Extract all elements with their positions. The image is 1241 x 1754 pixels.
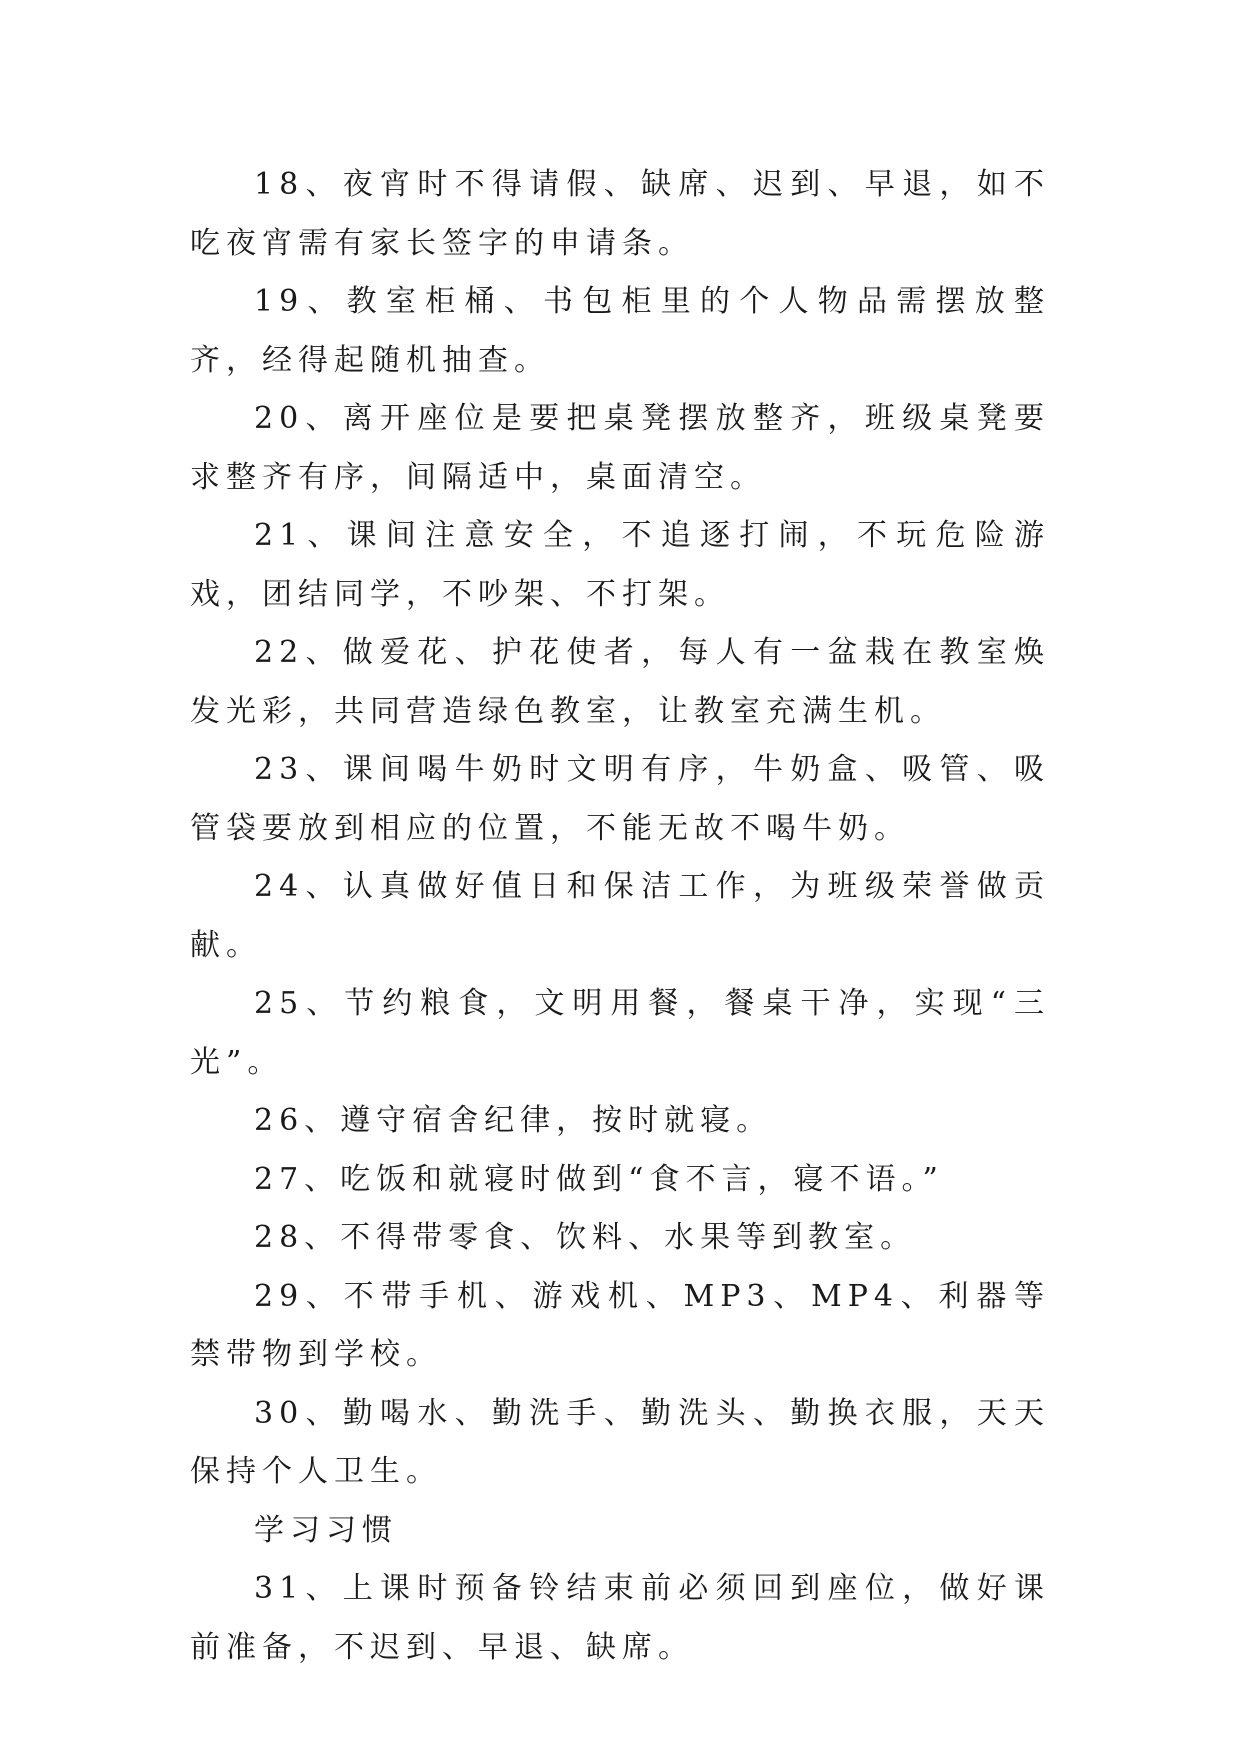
paragraph-rule-26: 26、遵守宿舍纪律，按时就寝。 [254, 1103, 773, 1138]
paragraph-rule-21: 21、课间注意安全，不追逐打闹，不玩危险游戏，团结同学，不吵架、不打架。 [190, 518, 1050, 612]
paragraph-rule-28: 28、不得带零食、饮料、水果等到教室。 [254, 1220, 917, 1255]
paragraph-rule-24: 24、认真做好值日和保洁工作，为班级荣誉做贡献。 [190, 869, 1050, 963]
paragraph-rule-23: 23、课间喝牛奶时文明有序，牛奶盒、吸管、吸管袋要放到相应的位置，不能无故不喝牛奶。 [190, 752, 1050, 846]
document-body [190, 156, 1050, 1677]
paragraph-rule-25: 25、节约粮食，文明用餐，餐桌干净，实现“三光”。 [190, 986, 1050, 1080]
paragraph-rule-18: 18、夜宵时不得请假、缺席、迟到、早退，如不吃夜宵需有家长签字的申请条。 [190, 167, 1050, 261]
paragraph-rule-19: 19、教室柜桶、书包柜里的个人物品需摆放整齐，经得起随机抽查。 [190, 284, 1050, 378]
paragraph-rule-27: 27、吃饭和就寝时做到“食不言，寝不语。” [254, 1161, 944, 1197]
paragraph-rule-20: 20、离开座位是要把桌凳摆放整齐，班级桌凳要求整齐有序，间隔适中，桌面清空。 [190, 401, 1050, 495]
section-heading-study-habits: 学习习惯 [254, 1512, 398, 1548]
paragraph-rule-22: 22、做爱花、护花使者，每人有一盆栽在教室焕发光彩，共同营造绿色教室，让教室充满生机。 [190, 635, 1050, 729]
paragraph-rule-29: 29、不带手机、游戏机、MP3、MP4、利器等禁带物到学校。 [190, 1278, 1050, 1372]
paragraph-rule-31: 31、上课时预备铃结束前必须回到座位，做好课前准备，不迟到、早退、缺席。 [190, 1571, 1050, 1665]
paragraph-rule-30: 30、勤喝水、勤洗手、勤洗头、勤换衣服，天天保持个人卫生。 [190, 1395, 1050, 1489]
